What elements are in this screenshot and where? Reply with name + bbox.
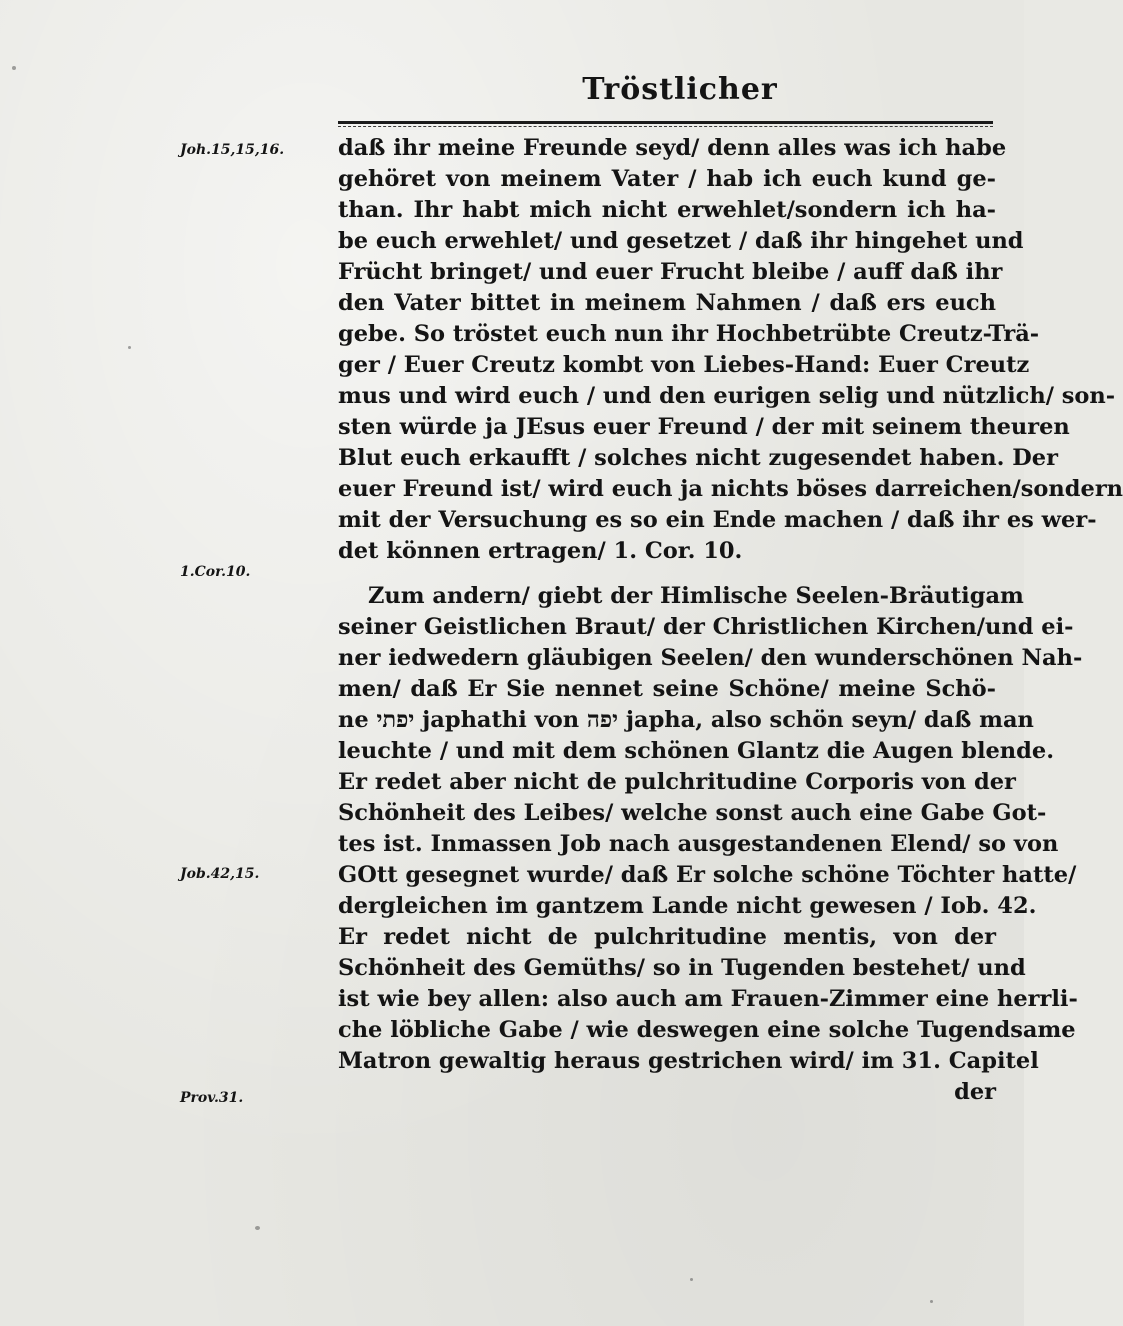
- text-line: leuchte / und mit dem schönen Glantz die Augen blende.: [338, 738, 1055, 764]
- margin-note-job: Job.42,15.: [180, 866, 260, 882]
- text-line: det können ertragen/ 1. Cor. 10.: [338, 538, 743, 564]
- text-line: Frücht bringet/ und euer Frucht bleibe / auff daß ihr: [338, 259, 1003, 285]
- text-line: GOtt gesegnet wurde/ daß Er solche schöne Töchter hatte/: [338, 862, 1077, 888]
- text-line: che löbliche Gabe / wie deswegen eine solche Tugendsame: [338, 1017, 1076, 1043]
- text-line: ne יפתי japhathi von יפה japha, also schön seyn/ daß man: [338, 707, 1034, 733]
- text-line: Er redet nicht de pulchritudine mentis, von der: [338, 924, 996, 950]
- text-line: Blut euch erkaufft / solches nicht zugesendet haben. Der: [338, 445, 1058, 471]
- text-line: gehöret von meinem Vater / hab ich euch kund ge-: [338, 166, 996, 192]
- ink-speck: [930, 1300, 933, 1303]
- margin-note-corinthians: 1.Cor.10.: [180, 564, 251, 580]
- margin-note-proverbs: Prov.31.: [180, 1090, 244, 1106]
- margin-note-john: Joh.15,15,16.: [180, 142, 285, 158]
- catchword: der: [954, 1079, 996, 1105]
- ink-speck: [255, 1226, 260, 1230]
- text-line: than. Ihr habt mich nicht erwehlet/sondern ich ha-: [338, 197, 996, 223]
- text-line: Schönheit des Leibes/ welche sonst auch eine Gabe Got-: [338, 800, 1047, 826]
- text-line: dergleichen im gantzem Lande nicht gewesen / Iob. 42.: [338, 893, 1037, 919]
- text-line: den Vater bittet in meinem Nahmen / daß ers euch: [338, 290, 996, 316]
- text-line: be euch erwehlet/ und gesetzet / daß ihr hingehet und: [338, 228, 1024, 254]
- text-line: ner iedwedern gläubigen Seelen/ den wunderschönen Nah-: [338, 645, 1083, 671]
- text-line: mus und wird euch / und den eurigen selig und nützlich/ son-: [338, 383, 1116, 409]
- header-rule-secondary: [338, 126, 993, 127]
- text-line: daß ihr meine Freunde seyd/ denn alles was ich habe: [338, 135, 1007, 161]
- text-line: euer Freund ist/ wird euch ja nichts böses darreichen/sondern: [338, 476, 1123, 502]
- text-line: sten würde ja JEsus euer Freund / der mit seinem theuren: [338, 414, 1070, 440]
- text-line: Schönheit des Gemüths/ so in Tugenden bestehet/ und: [338, 955, 1026, 981]
- ink-speck: [12, 66, 16, 70]
- ink-speck: [690, 1278, 693, 1281]
- header-rule: [338, 121, 993, 124]
- text-line: tes ist. Inmassen Job nach ausgestandenen Elend/ so von: [338, 831, 1059, 857]
- text-line: gebe. So tröstet euch nun ihr Hochbetrübte Creutz-Trä-: [338, 321, 1040, 347]
- ink-speck: [128, 346, 131, 349]
- running-head: Tröstlicher: [582, 72, 778, 107]
- text-line: Er redet aber nicht de pulchritudine Corporis von der: [338, 769, 1016, 795]
- text-line: Matron gewaltig heraus gestrichen wird/ im 31. Capitel: [338, 1048, 1039, 1074]
- text-line: seiner Geistlichen Braut/ der Christlichen Kirchen/und ei-: [338, 614, 1074, 640]
- text-line: Zum andern/ giebt der Himlische Seelen-Bräutigam: [368, 583, 1024, 609]
- text-line: ist wie bey allen: also auch am Frauen-Zimmer eine herrli-: [338, 986, 1078, 1012]
- text-line: mit der Versuchung es so ein Ende machen / daß ihr es wer-: [338, 507, 1097, 533]
- text-line: ger / Euer Creutz kombt von Liebes-Hand: Euer Creutz: [338, 352, 1030, 378]
- body-text: [338, 133, 1123, 1108]
- text-line: men/ daß Er Sie nennet seine Schöne/ meine Schö-: [338, 676, 996, 702]
